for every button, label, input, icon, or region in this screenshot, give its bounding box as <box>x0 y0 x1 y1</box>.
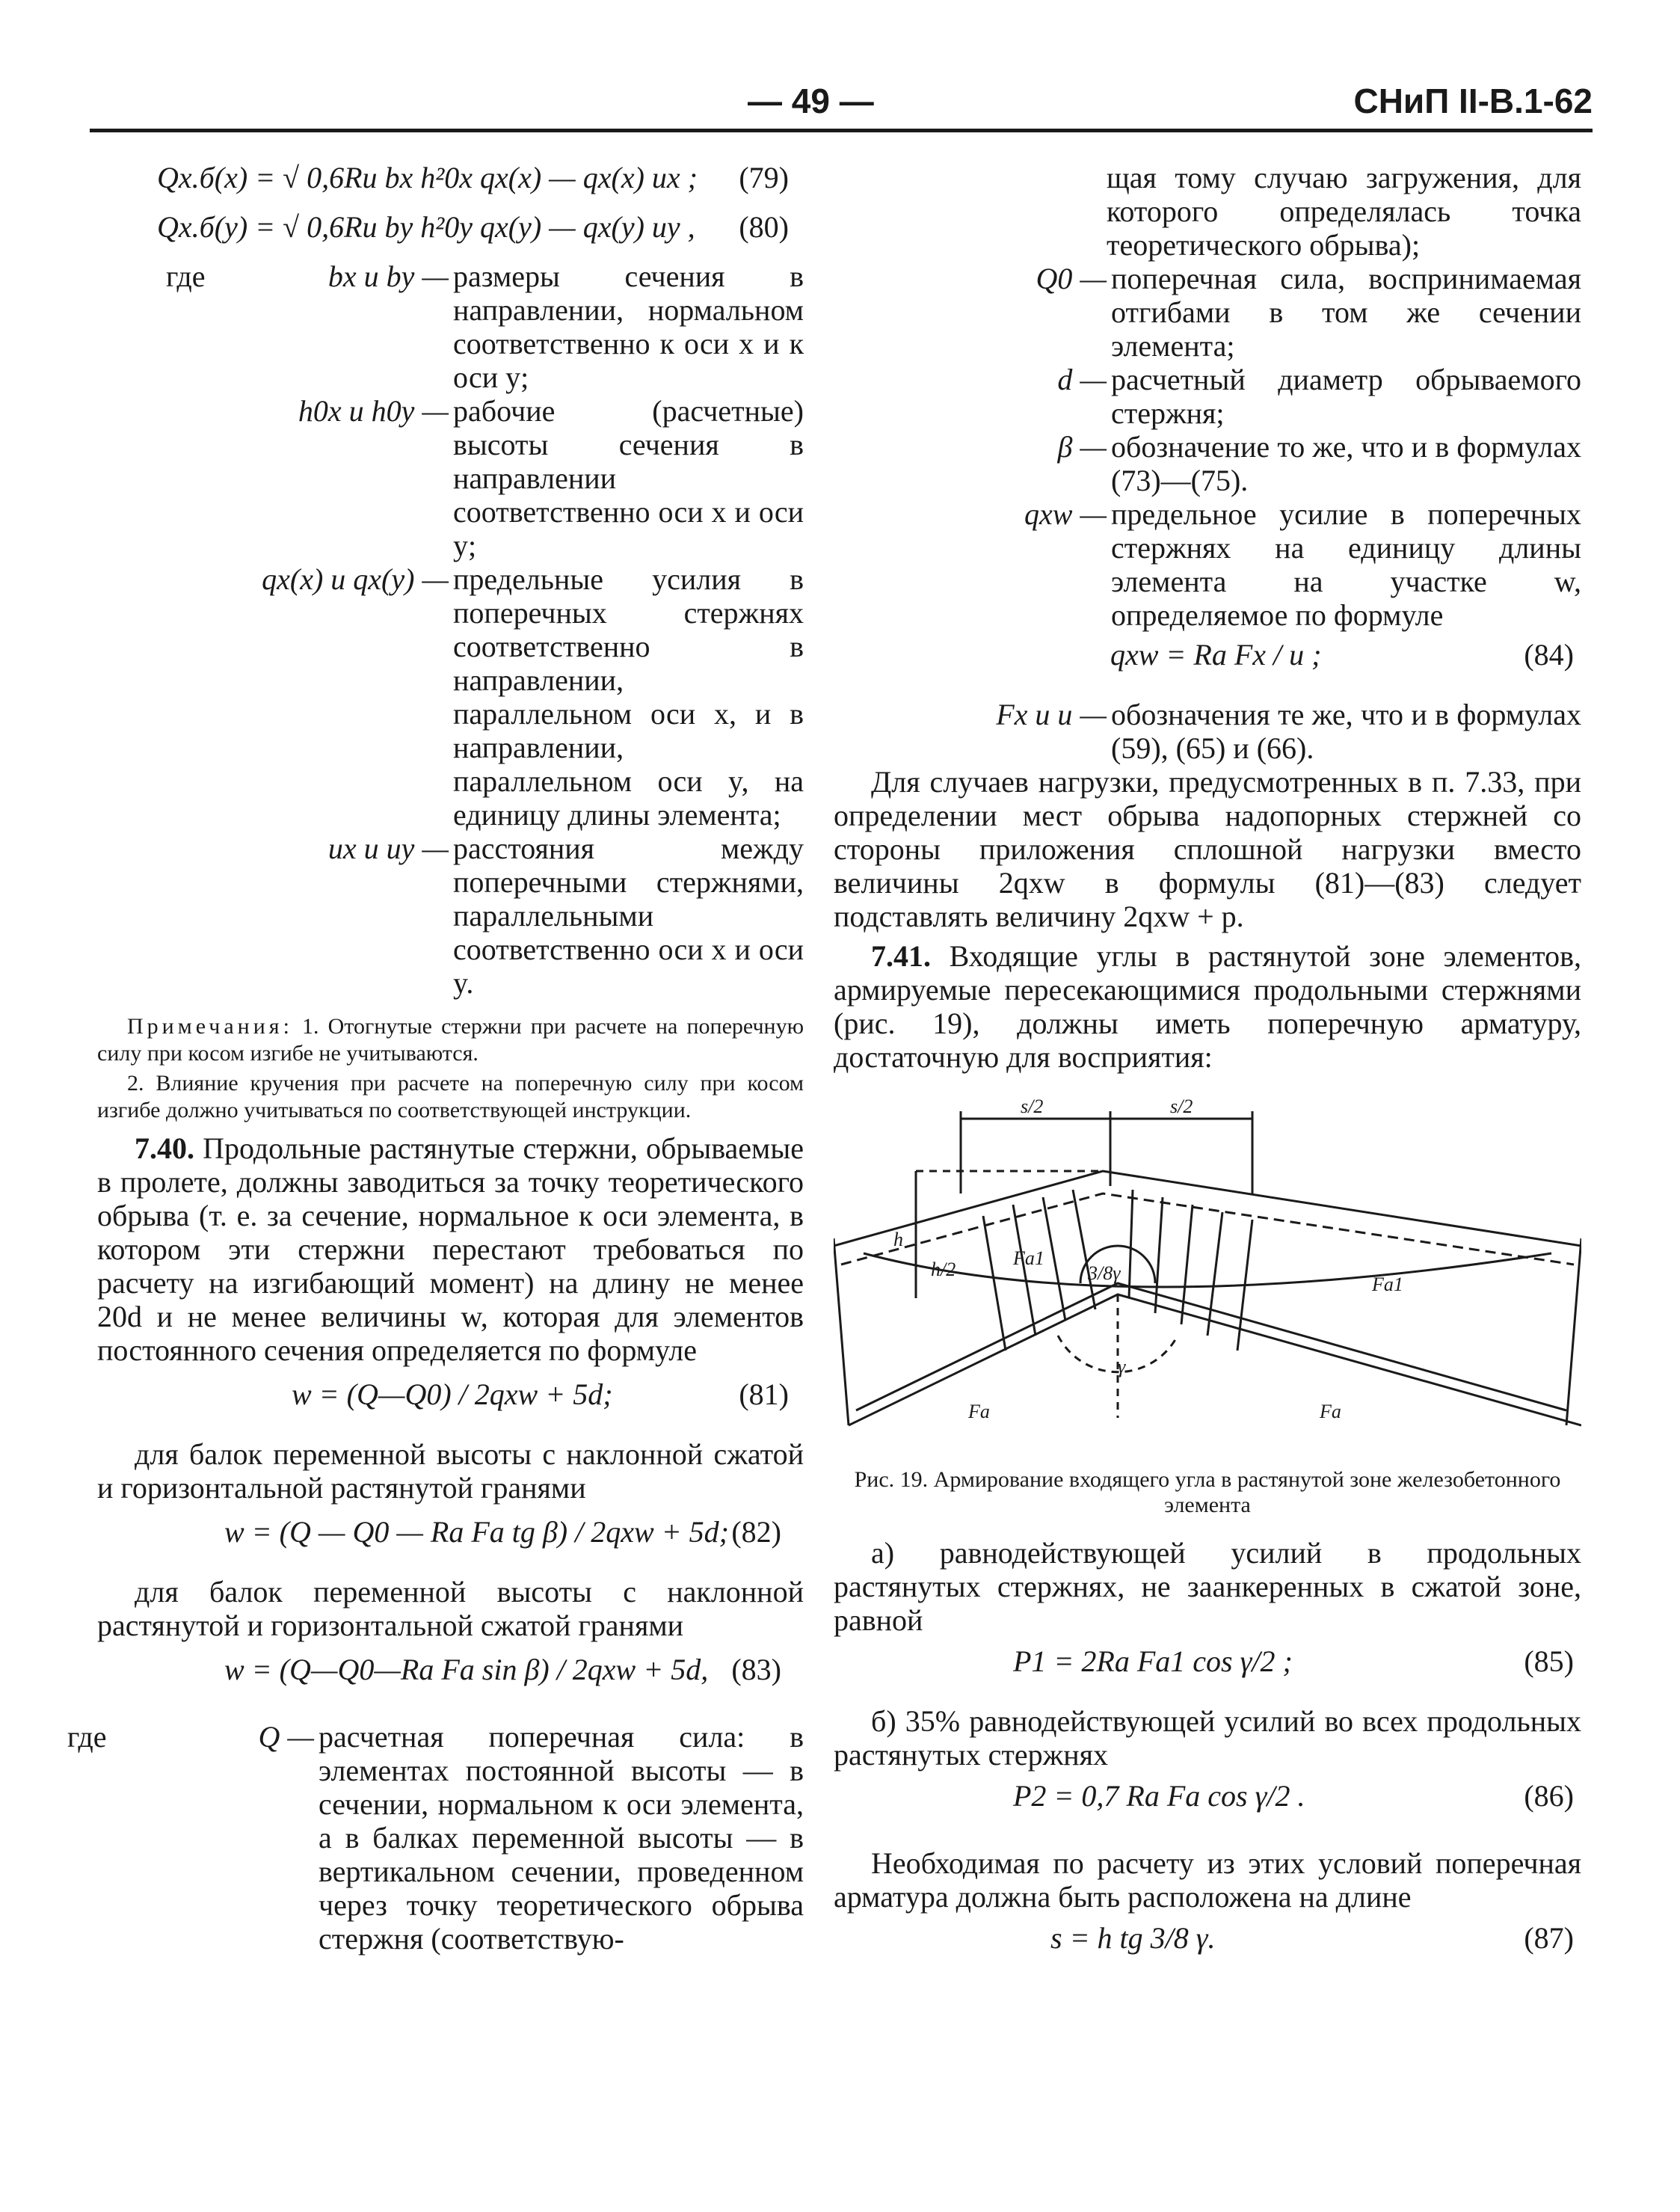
def-symbol: Fx и u — <box>996 698 1107 731</box>
paragraph-7-40 <box>97 1131 804 1367</box>
formula-84-expr: qxw = Ra Fx / u ; <box>1110 638 1322 672</box>
right-column <box>834 161 1581 1981</box>
paragraph-text: Входящие углы в растянутой зоне элементов, армируемые пересекающимися продольными стержнями (рис. 19), должны иметь поперечную арматуру, достаточную для восприятия: <box>834 939 1582 1074</box>
def-symbol: Q0 — <box>1036 262 1107 295</box>
formula-79-expr: Qx.б(x) = √ 0,6Rи bx h²0x qx(x) — qx(x) ux ; <box>157 161 698 194</box>
top-dashed-line <box>841 1193 1574 1265</box>
definition <box>97 394 804 562</box>
definition <box>834 262 1581 363</box>
def-text: расчетная поперечная сила: в элементах постоянной высоты — в сечении, нормальном к оси элемента, а в балках переменной высоты — в вертикальном сечении, проведенном через точку теоретического обрыва стержня (соответствую- <box>319 1720 804 1956</box>
formula-81-number: (81) <box>739 1377 789 1411</box>
page-number: — 49 — <box>748 82 874 120</box>
paragraph-a: а) равнодействующей усилий в продольных растянутых стержнях, не заанкеренных в сжатой зоне, равной <box>834 1536 1581 1637</box>
formula-82-expr: w = (Q — Q0 — Ra Fa tg β) / 2qxw + 5d; <box>224 1515 729 1549</box>
definitions-3 <box>834 262 1581 632</box>
def-symbol: d — <box>1057 363 1107 396</box>
definitions-2 <box>67 1720 804 1956</box>
formula-87-number: (87) <box>1524 1921 1574 1955</box>
left-column <box>67 161 804 1956</box>
definition <box>834 497 1581 632</box>
where-label: где <box>166 259 206 293</box>
note-1 <box>97 1013 804 1067</box>
definition <box>97 1720 804 1956</box>
formula-79-number: (79) <box>739 161 789 194</box>
def-text: расстояния между поперечными стержнями, параллельными соответственно оси x и оси y. <box>453 832 804 1000</box>
label-fa-right: Fa <box>1320 1401 1341 1422</box>
formula-82-number: (82) <box>731 1515 781 1549</box>
label-gamma: γ <box>1118 1356 1126 1377</box>
document-code: СНиП II-В.1-62 <box>1353 82 1593 120</box>
paragraph-7-41 <box>834 939 1581 1074</box>
note-2: 2. Влияние кручения при расчете на поперечную силу при косом изгибе должно учитываться по соответствующей инструкции. <box>97 1071 804 1122</box>
paragraph-cases: Для случаев нагрузки, предусмотренных в п. 7.33, при определении мест обрыва надопорных стержней со стороны приложения сплошной нагрузки вместо величины 2qxw в формулы (81)—(83) следует подставлять величину 2qxw + p. <box>834 765 1581 933</box>
formula-83-expr: w = (Q—Q0—Ra Fa sin β) / 2qxw + 5d, <box>224 1653 709 1686</box>
formula-85-number: (85) <box>1524 1644 1574 1678</box>
figure-19 <box>834 1096 1581 1463</box>
formula-87 <box>834 1921 1581 1981</box>
formula-80 <box>97 210 804 259</box>
label-h: h <box>893 1229 903 1250</box>
formula-79 <box>97 161 804 210</box>
label-h2: h/2 <box>931 1259 956 1280</box>
formula-80-number: (80) <box>739 210 789 244</box>
formula-80-expr: Qx.б(y) = √ 0,6Rи by h²0y qx(y) — qx(y) uy , <box>157 210 695 244</box>
def-text: расчетный диаметр обрываемого стержня; <box>1111 363 1581 430</box>
def-symbol: h0x и h0y — <box>298 394 449 428</box>
def-text: обозначения те же, что и в формулах (59), (65) и (66). <box>1111 698 1581 765</box>
def-symbol: qxw — <box>1024 497 1107 531</box>
definition <box>97 562 804 832</box>
note-1-text: 1. Отогнутые стержни при расчете на поперечную силу при косом изгибе не учитываются. <box>97 1014 804 1066</box>
definition <box>834 430 1581 497</box>
formula-84 <box>834 638 1581 698</box>
formula-81-expr: w = (Q—Q0) / 2qxw + 5d; <box>292 1377 613 1411</box>
section-number: 7.41. <box>871 939 931 973</box>
formula-82 <box>97 1515 804 1575</box>
reinforcement-diagram <box>834 1096 1581 1463</box>
right-end <box>1566 1238 1581 1425</box>
def-symbol: Q — <box>258 1720 314 1754</box>
formula-86-number: (86) <box>1524 1779 1574 1813</box>
formula-84-number: (84) <box>1524 638 1574 672</box>
def-symbol: qx(x) и qx(y) — <box>262 562 449 596</box>
def-text: рабочие (расчетные) высоты сечения в направлении соответственно оси x и оси y; <box>453 394 804 562</box>
paragraph-text: Продольные растянутые стержни, обрываемые в пролете, должны заводиться за точку теоретического обрыва (т. е. за сечение, нормальное к оси элемента, в котором эти стержни перестают требоваться по расчету на изгибающий момент) на длину не менее 20d и не менее величины w, которая для элементов постоянного сечения определяется по формуле <box>97 1131 804 1367</box>
label-fa1-right: Fa1 <box>1372 1274 1403 1295</box>
section-number: 7.40. <box>135 1131 194 1165</box>
label-fa-left: Fa <box>968 1401 990 1422</box>
paragraph-c: Необходимая по расчету из этих условий поперечная арматура должна быть расположена на длине <box>834 1846 1581 1914</box>
formula-86-expr: P2 = 0,7 Ra Fa cos γ/2 . <box>1013 1779 1305 1813</box>
paragraph-82: для балок переменной высоты с наклонной сжатой и горизонтальной растянутой гранями <box>97 1437 804 1505</box>
formula-83-number: (83) <box>731 1653 781 1686</box>
formula-81 <box>97 1377 804 1437</box>
paragraph-83: для балок переменной высоты с наклонной растянутой и горизонтальной сжатой гранями <box>97 1575 804 1642</box>
label-s2-left: s/2 <box>1021 1096 1044 1117</box>
paragraph-b: б) 35% равнодействующей усилий во всех продольных растянутых стержнях <box>834 1704 1581 1772</box>
def-symbol: ux и uy — <box>327 832 449 865</box>
def-symbol: bx и by — <box>327 259 449 293</box>
def-text: поперечная сила, воспринимаемая отгибами в том же сечении элемента; <box>1111 262 1581 363</box>
page-header <box>90 81 1593 133</box>
continuation-text: щая тому случаю загружения, для которого определялась точка теоретического обрыва); <box>1107 161 1581 262</box>
where-label: где <box>67 1720 107 1754</box>
left-end <box>834 1238 849 1425</box>
curved-rebar <box>864 1253 1551 1287</box>
label-fa1-left: Fa1 <box>1013 1247 1044 1269</box>
def-symbol: β — <box>1057 430 1107 464</box>
label-s2-right: s/2 <box>1170 1096 1193 1117</box>
note-heading: Примечания: <box>127 1014 293 1039</box>
definitions-1 <box>97 259 804 1000</box>
def-text: предельные усилия в поперечных стержнях соответственно в направлении, параллельном оси x, и в направлении, параллельном оси y, на единицу длины элемента; <box>453 562 804 832</box>
top-edge <box>834 1171 1581 1246</box>
figure-caption: Рис. 19. Армирование входящего угла в растянутой зоне железобетонного элемента <box>854 1467 1561 1517</box>
formula-87-expr: s = h tg 3/8 γ. <box>1050 1921 1216 1955</box>
header-rule <box>90 129 1593 132</box>
def-text: размеры сечения в направлении, нормальном соответственно к оси x и к оси y; <box>453 259 804 394</box>
label-3-8-gamma: 3/8γ <box>1088 1262 1121 1284</box>
definition <box>834 363 1581 430</box>
formula-86 <box>834 1779 1581 1839</box>
definition <box>834 698 1581 765</box>
formula-85-expr: P1 = 2Ra Fa1 cos γ/2 ; <box>1013 1644 1293 1678</box>
definition <box>97 832 804 1000</box>
formula-83 <box>97 1653 804 1712</box>
def-text: предельное усилие в поперечных стержнях на единицу длины элемента на участке w, определяемое по формуле <box>1111 497 1581 632</box>
def-text: обозначение то же, что и в формулах (73)—(75). <box>1111 430 1581 497</box>
formula-85 <box>834 1644 1581 1704</box>
